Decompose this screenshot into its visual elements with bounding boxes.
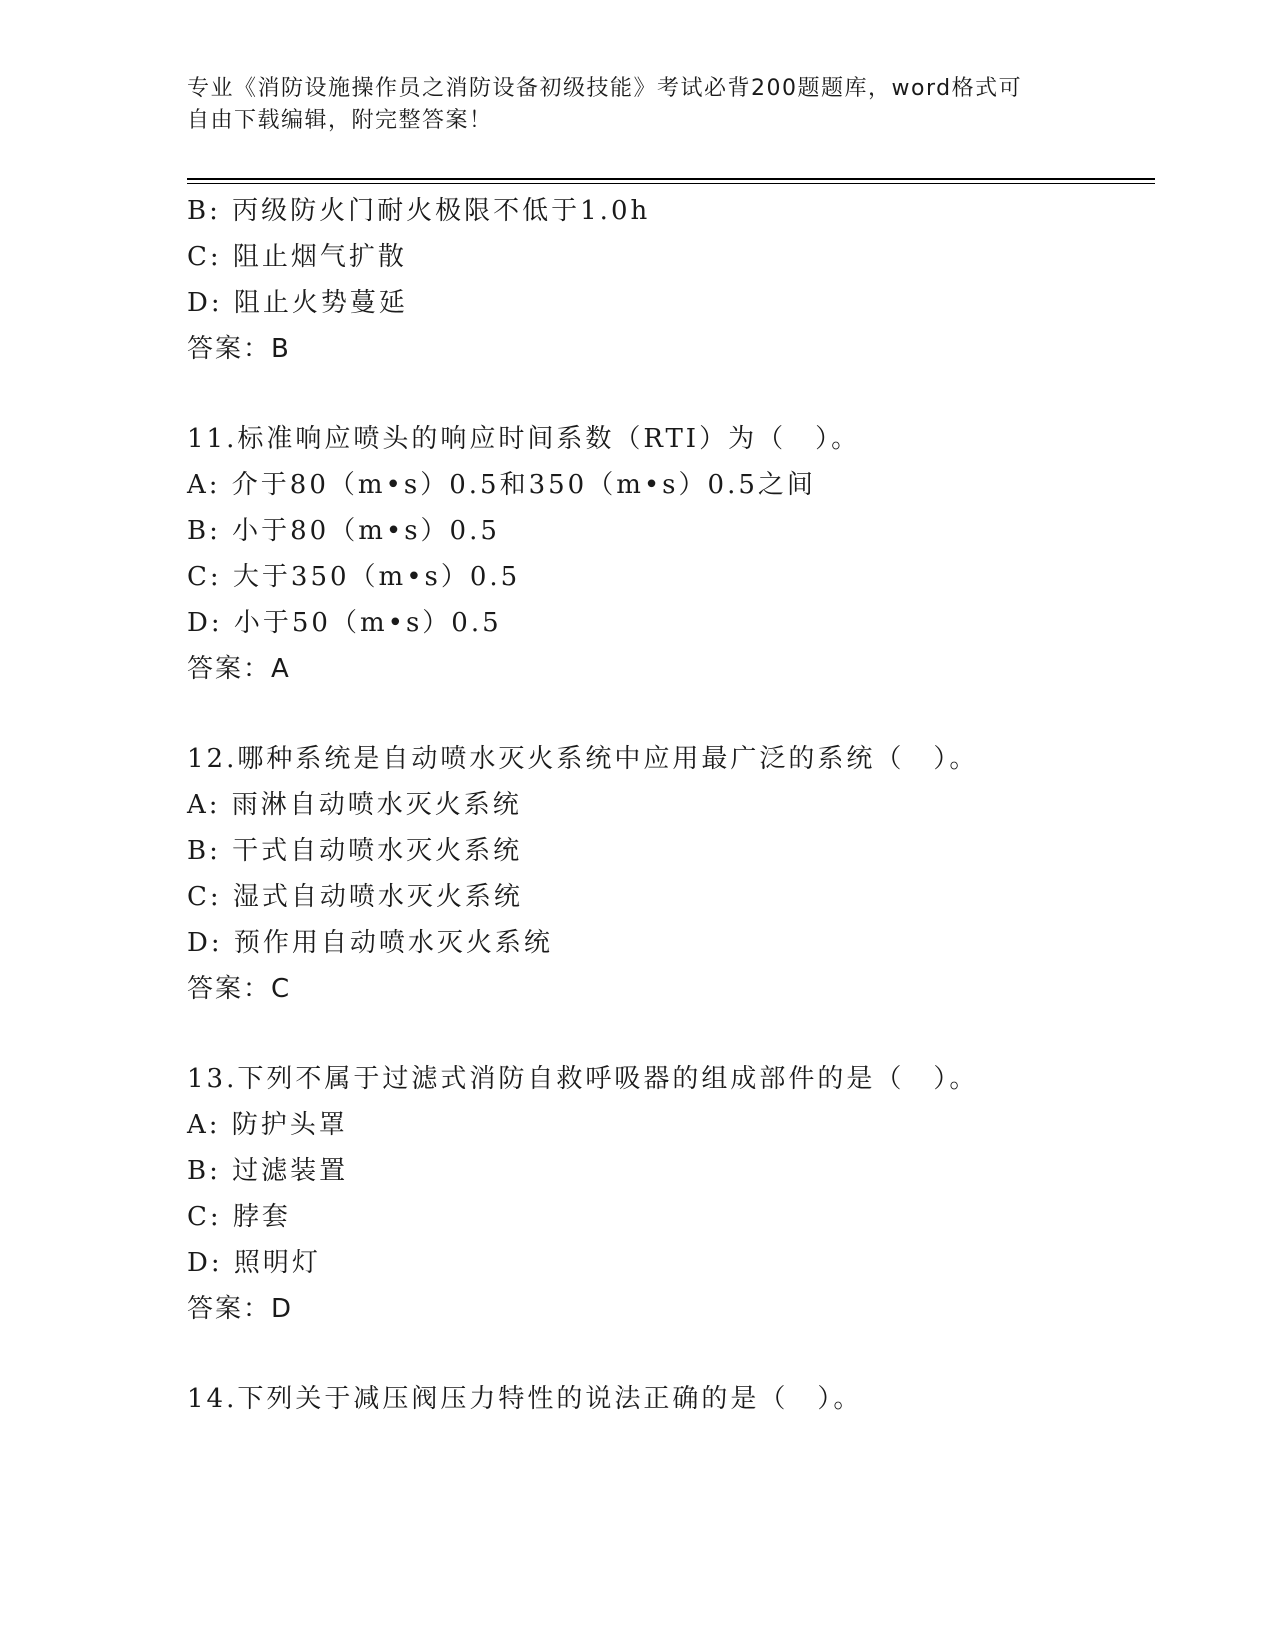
question-12 [187,736,1155,1012]
question-stem: 14.下列关于减压阀压力特性的说法正确的是（ ）。 [187,1384,863,1414]
header-divider-thick [187,178,1155,180]
option-d: D: 小于50（m•s）0.5 [187,608,502,638]
option-b: B: 干式自动喷水灭火系统 [187,836,523,866]
spacer [187,692,1155,736]
option-a: A: 防护头罩 [187,1110,348,1140]
option-d: D: 照明灯 [187,1248,321,1278]
answer-line: 答案：C [187,974,292,1004]
answer-line: 答案：D [187,1294,294,1324]
option-a: A: 介于80（m•s）0.5和350（m•s）0.5之间 [187,470,816,500]
answer-line: 答案：A [187,654,291,684]
option-c: C: 湿式自动喷水灭火系统 [187,882,523,912]
header-title-line-1: 专业《消防设施操作员之消防设备初级技能》考试必背200题题库，word格式可 [187,76,1023,101]
spacer [187,1332,1155,1376]
answer-line: 答案：B [187,334,291,364]
option-d: D: 阻止火势蔓延 [187,288,408,318]
option-b: B: 丙级防火门耐火极限不低于1.0h [187,196,651,226]
question-stem: 11.标准响应喷头的响应时间系数（RTI）为（ ）。 [187,424,861,454]
question-10-continuation [187,188,1155,372]
option-c: C: 脖套 [187,1202,291,1232]
question-stem: 12.哪种系统是自动喷水灭火系统中应用最广泛的系统（ ）。 [187,744,979,774]
question-14 [187,1376,1155,1422]
spacer [187,1012,1155,1056]
question-13 [187,1056,1155,1332]
option-b: B: 过滤装置 [187,1156,349,1186]
question-list [187,188,1155,1422]
spacer [187,372,1155,416]
question-stem: 13.下列不属于过滤式消防自救呼吸器的组成部件的是（ ）。 [187,1064,979,1094]
option-c: C: 大于350（m•s）0.5 [187,562,521,592]
option-b: B: 小于80（m•s）0.5 [187,516,500,546]
header-title-line-2: 自由下载编辑，附完整答案！ [187,108,493,133]
question-11 [187,416,1155,692]
document-header [187,73,1067,137]
option-d: D: 预作用自动喷水灭火系统 [187,928,553,958]
header-divider-thin [187,183,1155,184]
option-c: C: 阻止烟气扩散 [187,242,407,272]
option-a: A: 雨淋自动喷水灭火系统 [187,790,522,820]
